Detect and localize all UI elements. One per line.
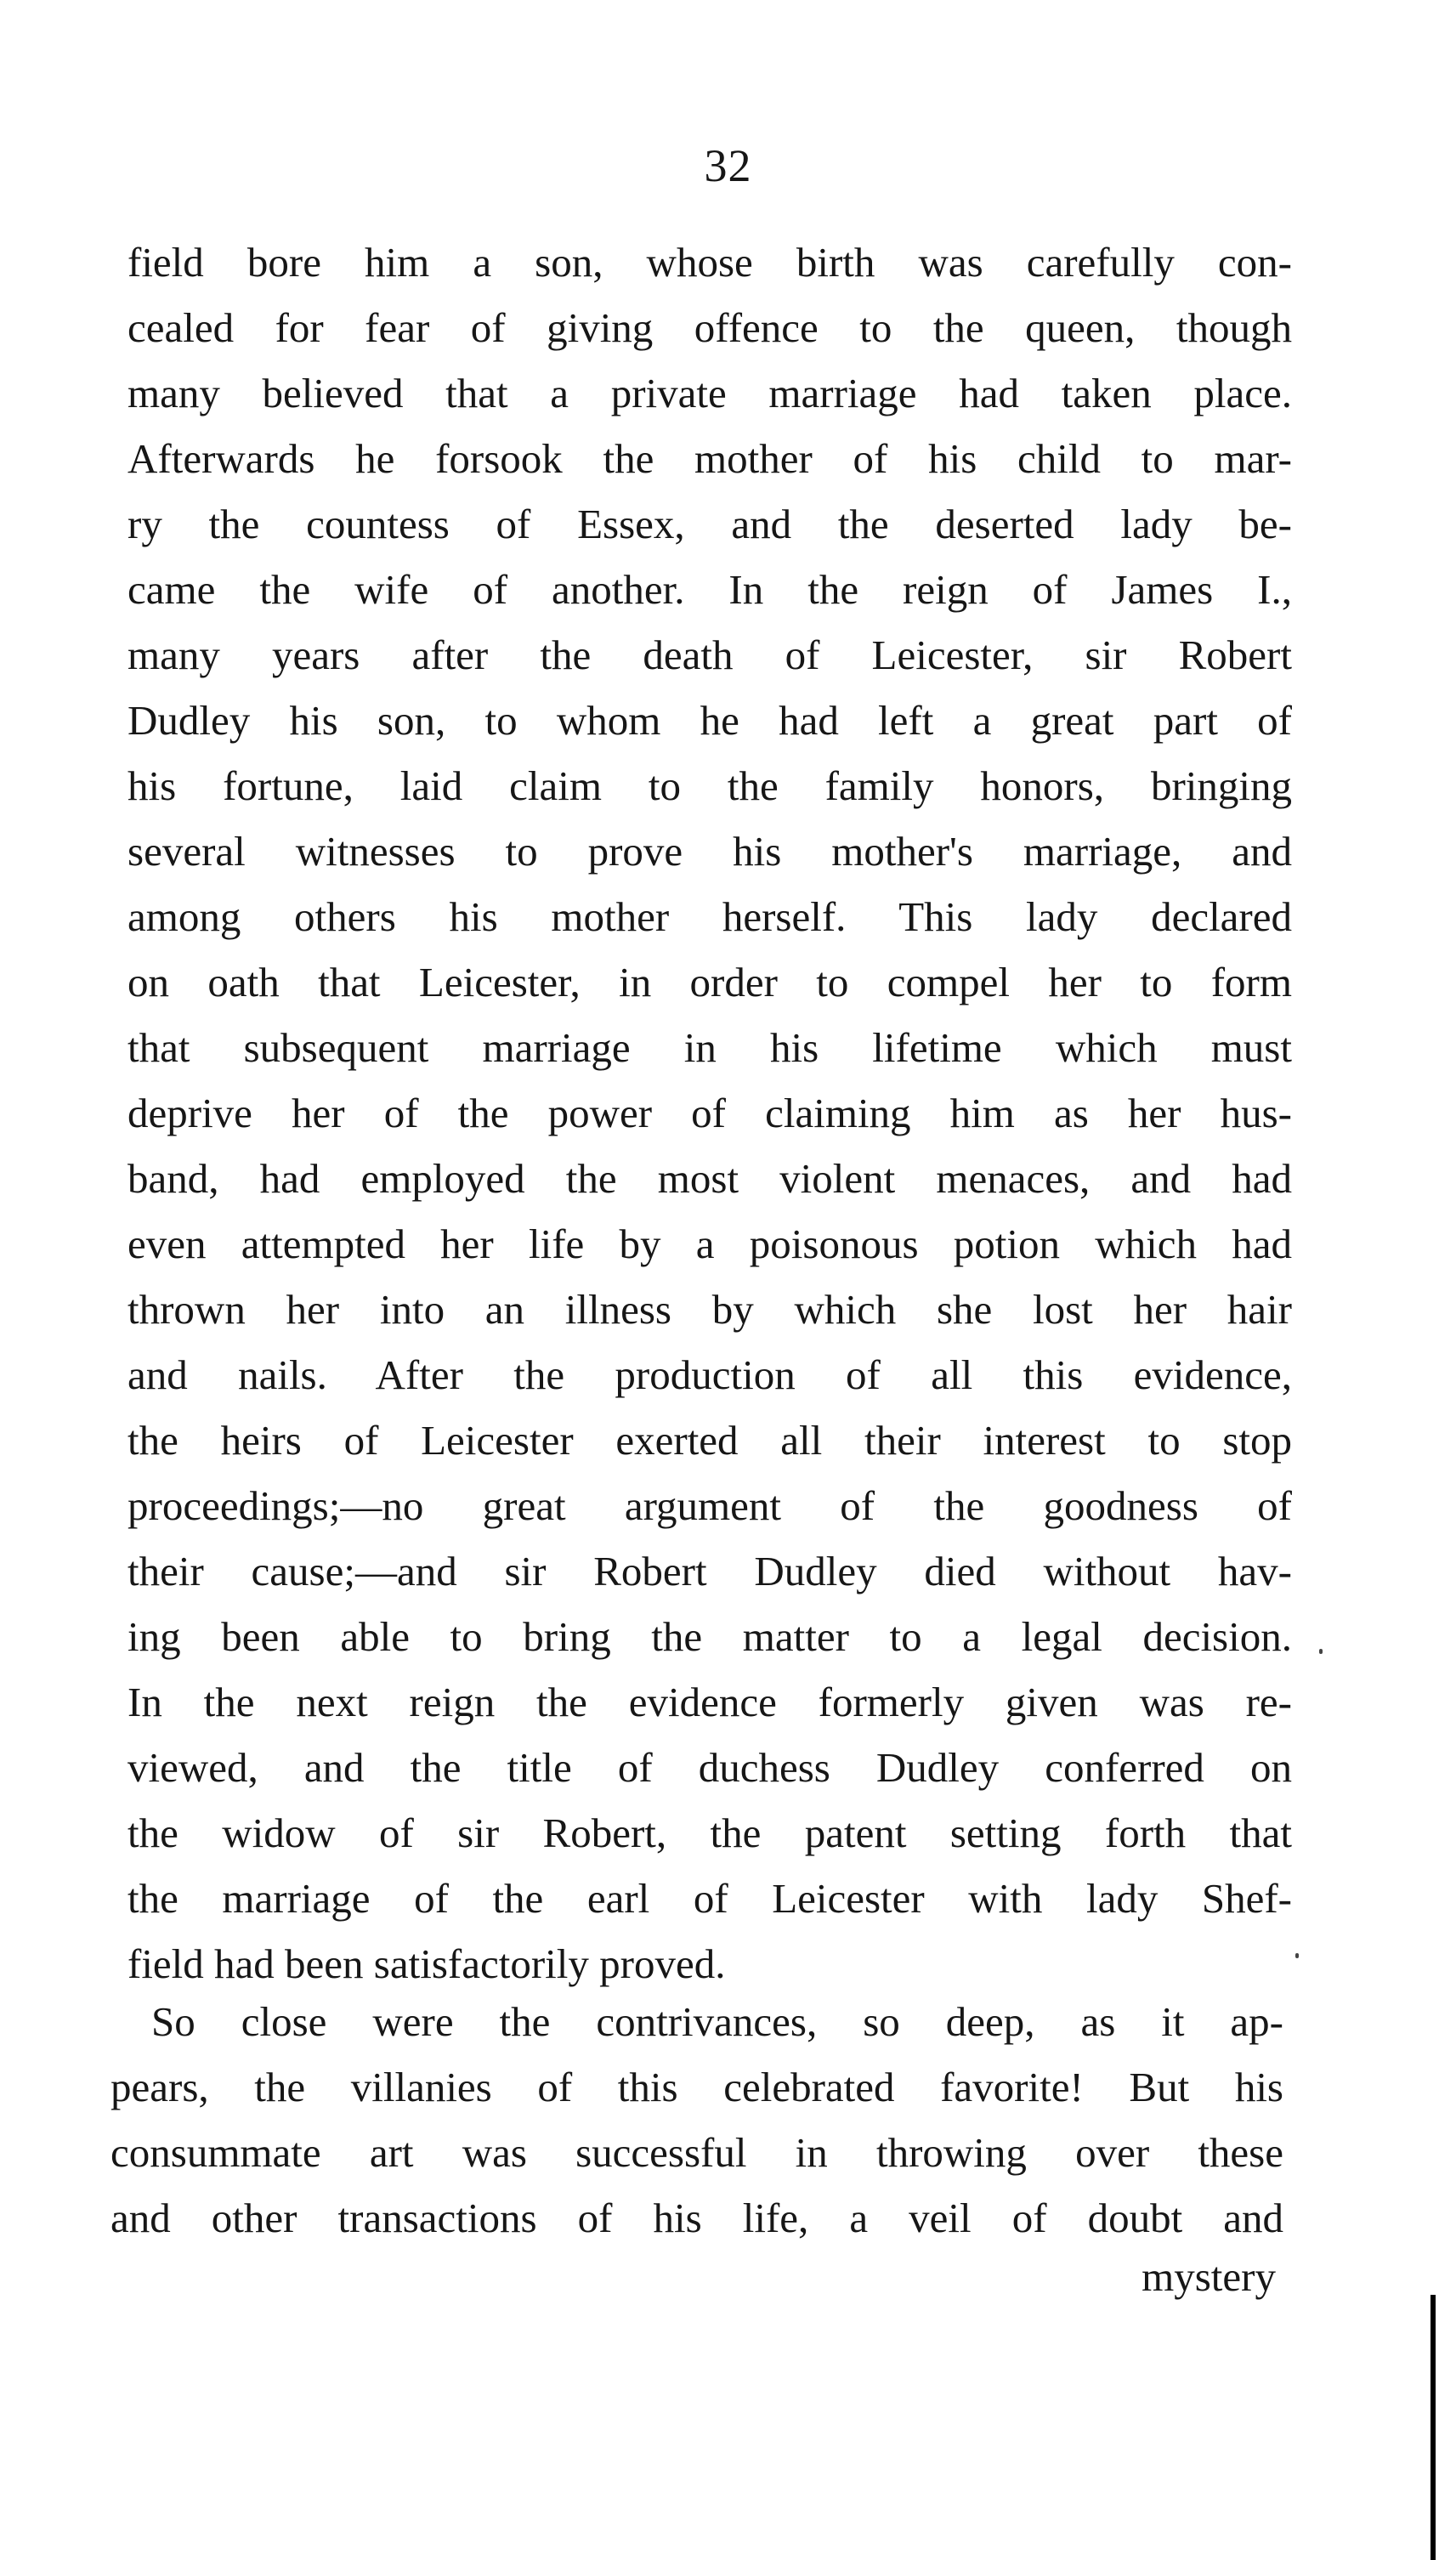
text-line: and other transactions of his life, a veil of doubt and: [110, 2195, 1283, 2241]
text-line: field had been satisfactorily proved.: [127, 1940, 726, 1987]
text-line: and nails. After the production of all this evidence,: [127, 1351, 1292, 1398]
paragraph-1: [127, 229, 1292, 1996]
text-line: So close were the contrivances, so deep, as it ap-: [151, 1998, 1283, 2045]
text-line: on oath that Leicester, in order to compel her to form: [127, 959, 1292, 1005]
text-line: the widow of sir Robert, the patent setting forth that: [127, 1810, 1292, 1856]
text-line: came the wife of another. In the reign of James I.,: [127, 566, 1292, 613]
body-text: [127, 229, 1292, 1996]
text-line: his fortune, laid claim to the family honors, bringing: [127, 762, 1292, 809]
text-line: pears, the villanies of this celebrated favorite! But his: [110, 2064, 1283, 2110]
text-line: deprive her of the power of claiming him as her hus-: [127, 1090, 1292, 1136]
text-line: Dudley his son, to whom he had left a great part of: [127, 697, 1292, 744]
text-line: cealed for fear of giving offence to the queen, though: [127, 304, 1292, 351]
paragraph-2: [110, 1989, 1283, 2251]
text-line: Afterwards he forsook the mother of his child to mar-: [127, 435, 1292, 482]
text-line: ry the countess of Essex, and the deserted lady be-: [127, 501, 1292, 547]
text-line: consummate art was successful in throwing over these: [110, 2129, 1283, 2176]
text-line: their cause;—and sir Robert Dudley died without hav-: [127, 1548, 1292, 1594]
text-line: many years after the death of Leicester, sir Robert: [127, 632, 1292, 678]
text-line: that subsequent marriage in his lifetime which must: [127, 1024, 1292, 1071]
text-line: the marriage of the earl of Leicester with lady Shef-: [127, 1875, 1292, 1922]
text-line: viewed, and the title of duchess Dudley conferred on: [127, 1744, 1292, 1791]
text-line: field bore him a son, whose birth was carefully con-: [127, 239, 1292, 286]
text-line: In the next reign the evidence formerly given was re-: [127, 1679, 1292, 1725]
text-line: the heirs of Leicester exerted all their interest to stop: [127, 1417, 1292, 1464]
text-line: band, had employed the most violent menaces, and had: [127, 1155, 1292, 1202]
text-line: among others his mother herself. This lady declared: [127, 893, 1292, 940]
ink-speck: [1295, 1953, 1299, 1958]
page-number: 32: [704, 140, 752, 191]
catchword: mystery: [1142, 2253, 1276, 2300]
ink-speck: [1319, 1649, 1323, 1654]
text-line: proceedings;—no great argument of the goodness of: [127, 1482, 1292, 1529]
text-line: thrown her into an illness by which she lost her hair: [127, 1286, 1292, 1333]
text-line: several witnesses to prove his mother's marriage, and: [127, 828, 1292, 875]
text-line: ing been able to bring the matter to a legal decision.: [127, 1613, 1292, 1660]
text-line: even attempted her life by a poisonous potion which had: [127, 1221, 1292, 1267]
scan-edge-mark: [1431, 2295, 1436, 2560]
text-line: many believed that a private marriage had taken place.: [127, 370, 1292, 416]
